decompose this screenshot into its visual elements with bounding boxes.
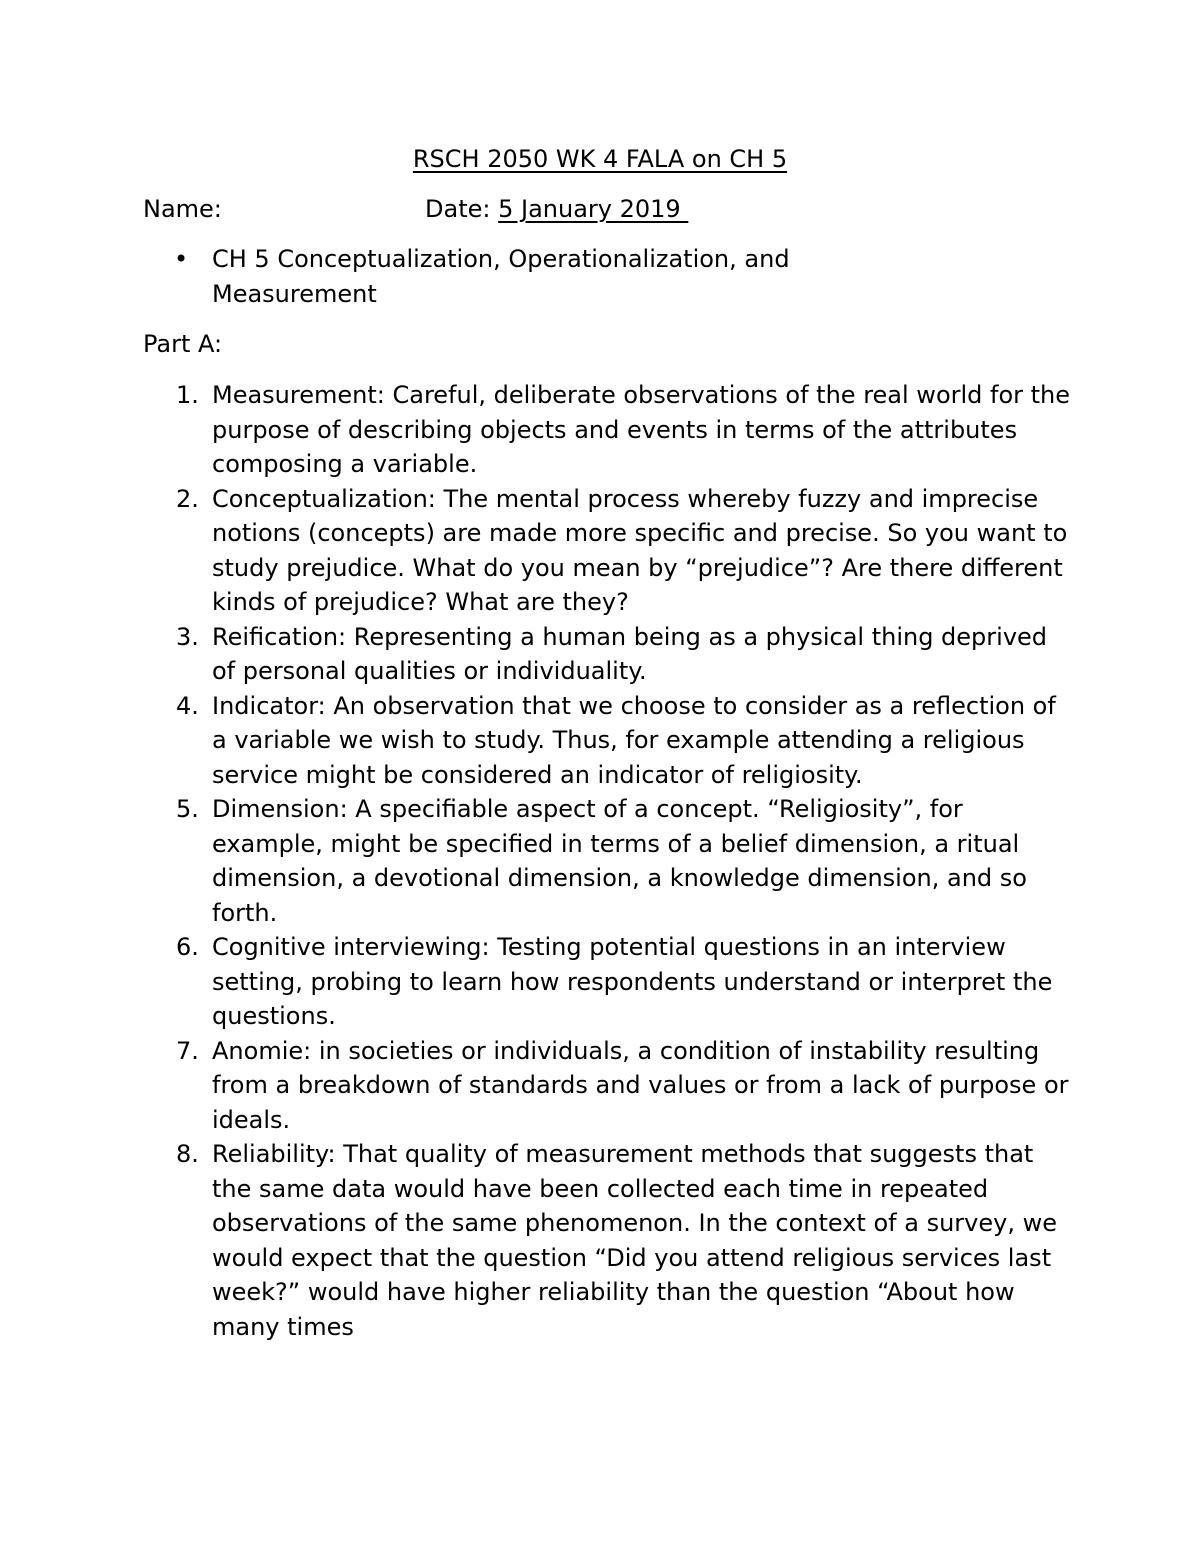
list-item [0, 1034, 1072, 1138]
part-label: Part A: [143, 330, 223, 358]
item-text: Reification: Representing a human being as a physical thing deprived of personal qualities or individuality. [212, 622, 1048, 685]
item-number: 2. [176, 484, 199, 513]
item-number: 8. [176, 1140, 199, 1168]
date-value: 5 January 2019 [498, 195, 689, 223]
list-item [0, 620, 1072, 689]
list-item [0, 792, 1072, 930]
list-item [0, 378, 1072, 482]
item-text: Measurement: Careful, deliberate observations of the real world for the purpose of describing objects and events in terms of the attributes composing a variable. [212, 381, 1071, 478]
item-number: 1. [176, 381, 199, 409]
bullet-dot-icon: • [174, 245, 189, 273]
item-text: Conceptualization: The mental process whereby fuzzy and imprecise notions (concepts) are made more specific and precise. So you want to study prejudice. What do you mean by “prejudice”? Are there different kinds of prejudice? What are they? [212, 484, 1068, 616]
item-number: 3. [176, 622, 199, 651]
document-title: RSCH 2050 WK 4 FALA on CH 5 [412, 145, 788, 173]
definition-list [0, 378, 1200, 1344]
chapter-bullet: CH 5 Conceptualization, Operationalization, and Measurement [212, 245, 790, 308]
list-item [0, 482, 1072, 620]
list-item [0, 930, 1072, 1034]
item-text: Reliability: That quality of measurement methods that suggests that the same data would have been collected each time in repeated observations of the same phenomenon. In the context of a survey, we would expect that the question “Did you attend religious services last week?” would have higher reliability than the question “About how many times [212, 1140, 1057, 1341]
item-number: 5. [176, 795, 199, 823]
name-label: Name: [143, 195, 222, 223]
list-item [0, 1137, 1072, 1344]
item-number: 4. [176, 691, 199, 720]
item-text: Cognitive interviewing: Testing potential questions in an interview setting, probing to learn how respondents understand or interpret the questions. [212, 933, 1053, 1030]
list-item [0, 689, 1072, 793]
item-text: Indicator: An observation that we choose to consider as a reflection of a variable we wish to study. Thus, for example attending a religious service might be considered an indicator of religiosity. [212, 691, 1056, 789]
item-text: Dimension: A specifiable aspect of a concept. “Religiosity”, for example, might be specified in terms of a belief dimension, a ritual dimension, a devotional dimension, a knowledge dimension, and so forth. [212, 795, 1027, 927]
date-line [425, 192, 688, 227]
item-text: Anomie: in societies or individuals, a condition of instability resulting from a breakdown of standards and values or from a lack of purpose or ideals. [212, 1036, 1069, 1134]
date-label: Date: [425, 195, 491, 223]
item-number: 6. [176, 933, 199, 961]
item-number: 7. [176, 1036, 199, 1065]
